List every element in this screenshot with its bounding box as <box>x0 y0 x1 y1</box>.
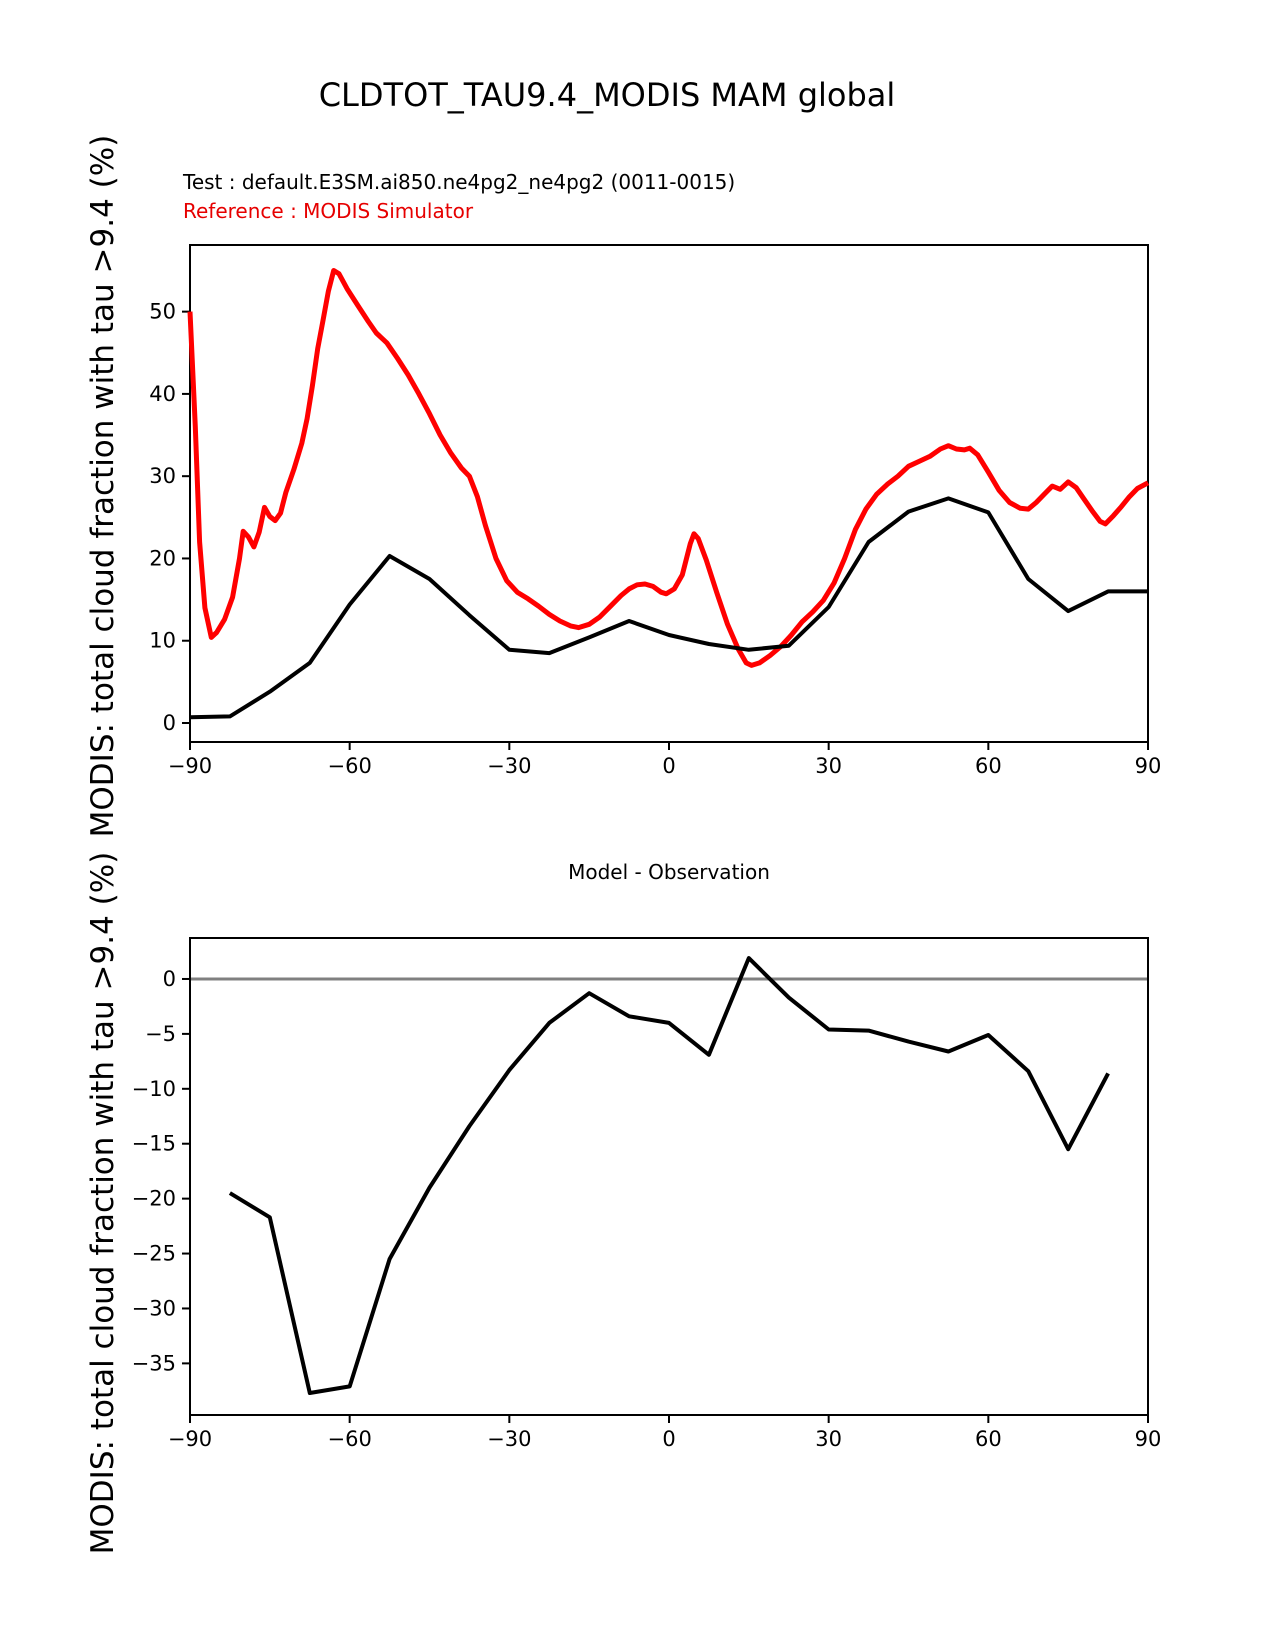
test-series-line <box>190 498 1148 717</box>
bottom-axes-frame <box>190 938 1148 1415</box>
bottom-y-tick-label: −25 <box>131 1241 176 1266</box>
top-x-tick-label: −30 <box>487 754 532 779</box>
figure-title: CLDTOT_TAU9.4_MODIS MAM global <box>318 76 896 114</box>
test-run-label: Test : default.E3SM.ai850.ne4pg2_ne4pg2 (0011-0015) <box>183 170 736 194</box>
bottom-y-tick-label: −5 <box>145 1021 176 1046</box>
bottom-y-tick-label: −15 <box>131 1131 176 1156</box>
reference-series-line <box>190 271 1148 666</box>
bottom-y-tick-label: −10 <box>131 1076 176 1101</box>
top-y-tick-label: 30 <box>149 464 176 489</box>
bottom-x-tick-label: 30 <box>815 1427 843 1452</box>
top-y-tick-label: 0 <box>162 710 176 735</box>
top-y-tick-label: 40 <box>149 381 176 406</box>
bottom-y-tick-label: −30 <box>131 1296 176 1321</box>
top-x-tick-label: −60 <box>327 754 372 779</box>
bottom-x-tick-label: −90 <box>167 1427 213 1452</box>
top-x-tick-label: 60 <box>974 754 1002 779</box>
bottom-x-tick-label: 90 <box>1134 1427 1162 1452</box>
reference-label: Reference : MODIS Simulator <box>183 199 474 223</box>
bottom-y-tick-label: 0 <box>162 966 176 991</box>
top-y-axis-label: MODIS: total cloud fraction with tau >9.4 (%) <box>85 134 121 838</box>
top-y-tick-label: 20 <box>149 546 176 571</box>
top-x-tick-label: 0 <box>662 754 676 779</box>
bottom-x-tick-label: 0 <box>662 1427 676 1452</box>
bottom-y-tick-label: −35 <box>131 1351 176 1376</box>
top-y-tick-label: 10 <box>149 628 176 653</box>
top-x-tick-label: −90 <box>167 754 213 779</box>
top-y-tick-label: 50 <box>149 299 176 324</box>
bottom-x-tick-label: −30 <box>487 1427 532 1452</box>
top-x-tick-label: 30 <box>815 754 843 779</box>
difference-series-line <box>230 958 1108 1393</box>
bottom-chart-title: Model - Observation <box>568 860 770 884</box>
bottom-y-axis-label: MODIS: total cloud fraction with tau >9.4 (%) <box>85 851 121 1555</box>
top-x-tick-label: 90 <box>1134 754 1162 779</box>
bottom-y-tick-label: −20 <box>131 1186 176 1211</box>
bottom-x-tick-label: 60 <box>974 1427 1002 1452</box>
bottom-x-tick-label: −60 <box>327 1427 372 1452</box>
